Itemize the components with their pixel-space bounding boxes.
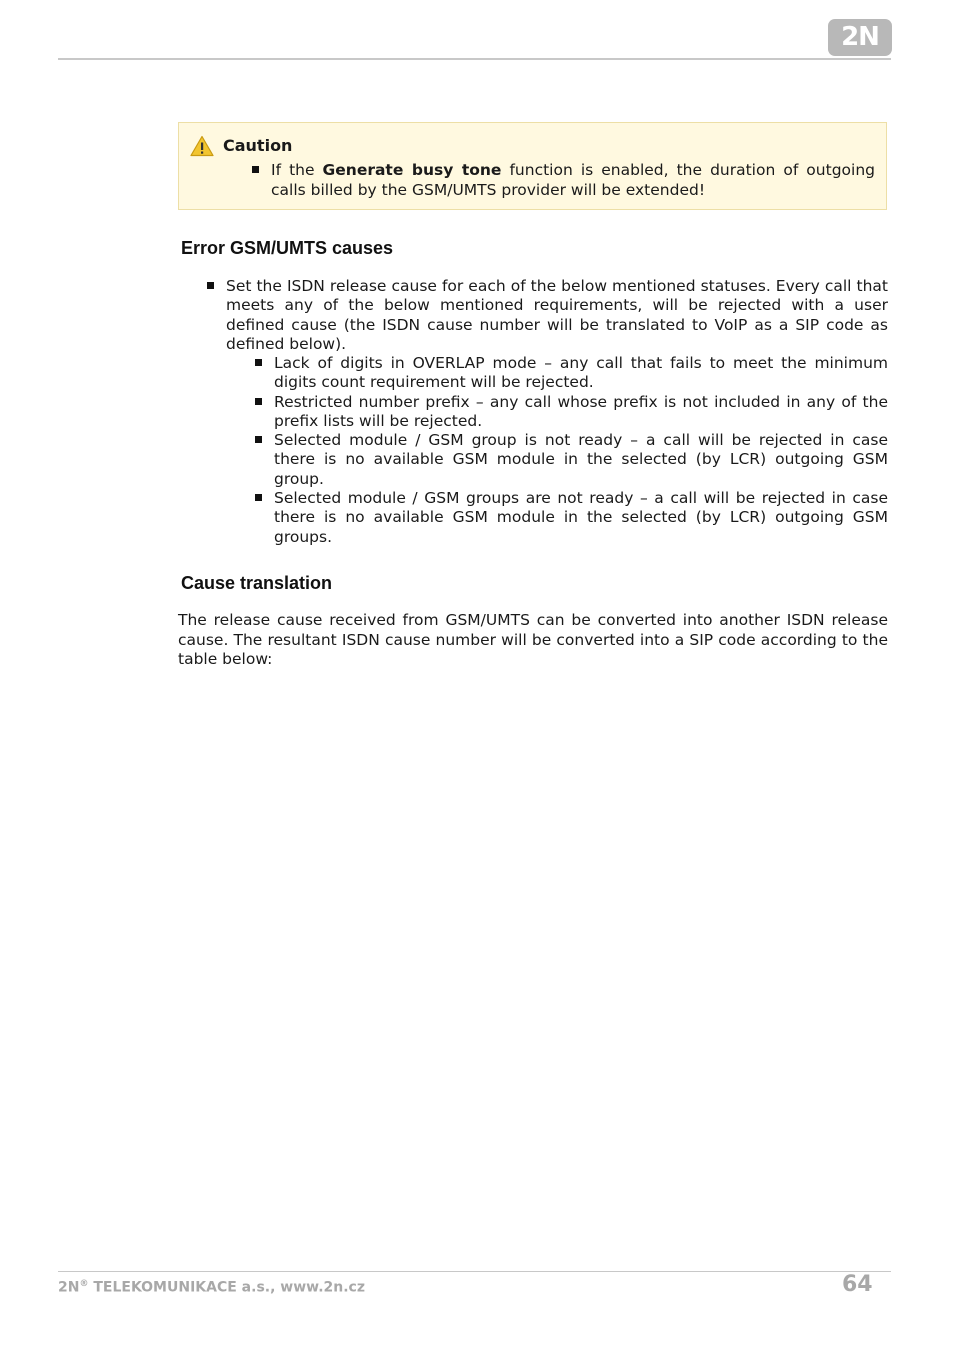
cause-translation-paragraph: The release cause received from GSM/UMTS can be converted into another ISDN release cause. The resultant ISDN cause number will be converted into a SIP code according to the table below: (178, 611, 888, 668)
warning-triangle-icon (190, 135, 214, 157)
list-item (274, 431, 888, 489)
list-item-text: Lack of digits in OVERLAP mode – any call that fails to meet the minimum digits count requirement will be rejected. (274, 354, 888, 392)
footer-company-prefix: 2N (58, 1279, 80, 1296)
list-item (274, 354, 888, 393)
header-divider (58, 58, 891, 60)
error-causes-heading: Error GSM/UMTS causes (181, 238, 394, 258)
bullet-square (255, 359, 262, 366)
list-item-text: Restricted number prefix – any call whose prefix is not included in any of the prefix lists will be rejected. (274, 393, 888, 431)
caution-text-bold: Generate busy tone (322, 161, 502, 179)
caution-box (178, 122, 887, 210)
footer-divider (58, 1271, 891, 1272)
cause-translation-heading: Cause translation (181, 573, 333, 593)
registered-mark: ® (79, 1279, 89, 1289)
bullet-square (255, 398, 262, 405)
list-item-text: Selected module / GSM groups are not ready – a call will be rejected in case there is no available GSM module in the selected (by LCR) outgoing GSM groups. (274, 489, 888, 546)
list-item (274, 393, 888, 432)
caution-text-suffix: function is enabled, the duration of outgoing calls billed by the GSM/UMTS provider will be extended! (271, 161, 875, 199)
logo-text: 2N (841, 22, 879, 52)
list-item (226, 277, 888, 354)
bullet-square (252, 166, 259, 173)
page-number: 64 (842, 1272, 873, 1297)
footer-company-suffix: TELEKOMUNIKACE a.s., www.2n.cz (88, 1279, 365, 1296)
list-item-text: Selected module / GSM group is not ready – a call will be rejected in case there is no available GSM module in the selected (by LCR) outgoing GSM group. (274, 431, 888, 488)
list-item-text: Set the ISDN release cause for each of the below mentioned statuses. Every call that meets any of the below mentioned requirements, will be rejected with a user defined cause (the ISDN cause number will be translated to VoIP as a SIP code as defined below). (226, 277, 888, 353)
caution-title: Caution (223, 136, 293, 155)
bullet-square (255, 494, 262, 501)
list-item (274, 489, 888, 547)
bullet-square (207, 282, 214, 289)
footer-company (58, 1279, 365, 1296)
bullet-square (255, 436, 262, 443)
caution-text-prefix: If the (271, 161, 323, 179)
company-logo (828, 19, 892, 56)
caution-text (271, 161, 875, 200)
